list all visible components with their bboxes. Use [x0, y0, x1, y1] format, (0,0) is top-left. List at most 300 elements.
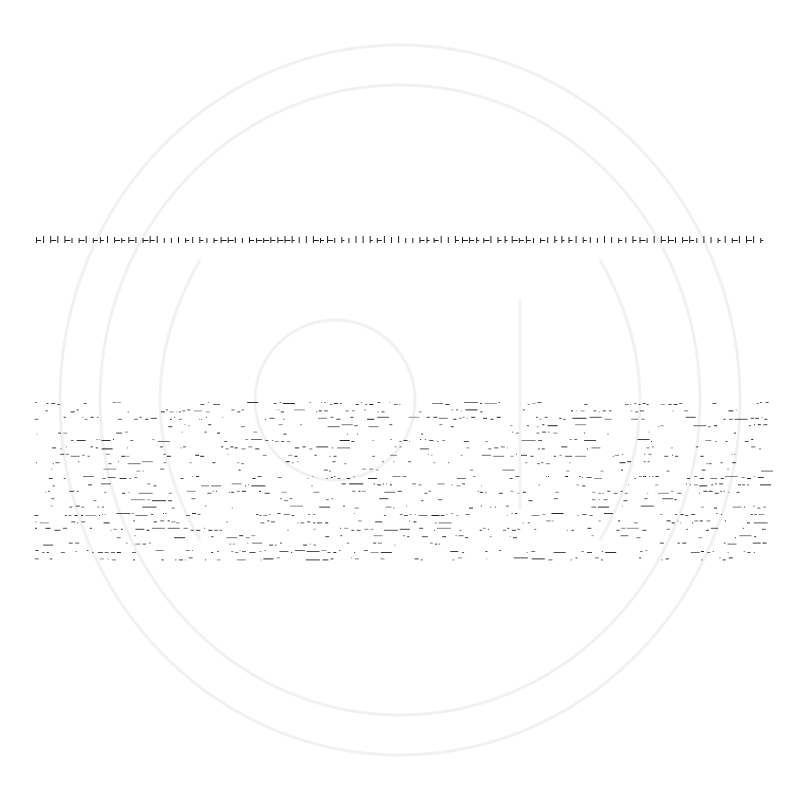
texture-dash [727, 469, 729, 470]
texture-dash [658, 493, 669, 494]
texture-dash [570, 439, 572, 440]
texture-dash [421, 434, 423, 435]
tick-base [555, 240, 557, 241]
texture-dash [207, 493, 211, 494]
texture-dash [744, 507, 745, 508]
texture-dash [623, 500, 627, 501]
tick-mark [228, 237, 229, 243]
tick-base [94, 240, 98, 241]
texture-dash [754, 552, 755, 553]
texture-dash [354, 552, 355, 553]
texture-dash [88, 484, 92, 485]
texture-dash [358, 520, 362, 521]
tick-base [428, 240, 430, 241]
texture-dash [643, 476, 646, 477]
texture-dash [252, 543, 262, 544]
texture-dash [554, 552, 566, 553]
texture-dash [546, 463, 550, 464]
tick-mark [164, 238, 165, 243]
tick-mark [483, 238, 484, 243]
texture-dash [117, 537, 121, 538]
texture-dash [251, 485, 265, 486]
texture-dash [755, 418, 759, 419]
tick-base [470, 240, 474, 241]
texture-dash [694, 520, 698, 521]
tick-mark [64, 236, 65, 243]
tick-mark [348, 238, 349, 243]
texture-dash [334, 456, 337, 457]
texture-dash [149, 543, 151, 544]
texture-dash [503, 470, 515, 471]
texture-dash [328, 426, 340, 427]
texture-dash [310, 402, 311, 403]
texture-dash [516, 454, 517, 455]
texture-dash [169, 493, 172, 494]
texture-dash [700, 520, 703, 521]
texture-dash [532, 558, 545, 559]
texture-dash [196, 530, 200, 531]
tick-mark [405, 238, 406, 243]
texture-dash [604, 513, 613, 514]
texture-dash [728, 492, 729, 493]
tick-mark [448, 237, 449, 243]
texture-dash [661, 404, 665, 405]
tick-mark [476, 237, 477, 243]
texture-dash [430, 543, 433, 544]
texture-dash [104, 522, 110, 523]
texture-dash [490, 507, 491, 508]
texture-dash [641, 506, 654, 507]
texture-dash [605, 419, 612, 420]
texture-dash [754, 476, 755, 477]
texture-dash [481, 485, 482, 486]
texture-dash [642, 530, 646, 531]
texture-dash [369, 426, 379, 427]
texture-dash [204, 528, 205, 529]
texture-dash [51, 498, 54, 499]
texture-dash [747, 522, 750, 523]
texture-dash [281, 411, 284, 412]
texture-dash [754, 536, 756, 537]
texture-dash [71, 440, 74, 441]
texture-dash [147, 483, 150, 484]
texture-dash [488, 448, 491, 449]
tick-mark [746, 236, 747, 243]
texture-dash [383, 483, 384, 484]
tick-base [101, 240, 104, 241]
texture-dash [314, 529, 316, 530]
texture-dash [757, 508, 760, 509]
texture-dash [758, 424, 761, 425]
tick-mark [86, 236, 87, 243]
texture-dash [751, 439, 753, 440]
texture-dash [438, 483, 445, 484]
texture-dash [166, 409, 168, 410]
tick-mark [249, 237, 250, 243]
texture-dash [133, 520, 135, 521]
texture-dash [421, 500, 423, 501]
texture-dash [582, 551, 584, 552]
texture-dash [164, 454, 166, 455]
texture-dash [591, 507, 596, 508]
texture-dash [241, 426, 245, 427]
texture-dash [172, 508, 175, 509]
texture-dash [591, 447, 600, 448]
texture-dash [725, 476, 738, 477]
texture-dash [143, 544, 146, 545]
texture-dash [160, 469, 164, 470]
texture-dash [69, 507, 72, 508]
texture-dash [36, 462, 37, 463]
texture-dash [226, 448, 229, 449]
texture-dash [316, 446, 328, 447]
texture-dash [367, 419, 374, 420]
texture-dash [458, 557, 462, 558]
texture-dash [313, 514, 315, 515]
texture-dash [480, 411, 482, 412]
texture-dash [329, 471, 331, 472]
tick-mark [490, 236, 491, 243]
texture-dash [235, 552, 238, 553]
texture-dash [292, 515, 294, 516]
texture-dash [212, 462, 215, 463]
tick-mark [235, 237, 236, 243]
texture-dash [281, 441, 284, 442]
texture-dash [464, 441, 469, 442]
texture-dash [205, 432, 207, 433]
tick-base [314, 240, 319, 241]
texture-dash [145, 419, 148, 420]
texture-dash [675, 456, 678, 457]
texture-dash [640, 410, 644, 411]
texture-dash [760, 402, 762, 403]
tick-mark [263, 238, 264, 243]
texture-dash [532, 515, 540, 516]
texture-dash [404, 515, 408, 516]
texture-dash [35, 558, 39, 559]
texture-dash [429, 440, 433, 441]
texture-dash [347, 478, 350, 479]
texture-dash [528, 404, 530, 405]
texture-dash [448, 462, 449, 463]
texture-dash [390, 455, 397, 456]
texture-dash [602, 551, 603, 552]
texture-dash [272, 440, 273, 441]
texture-dash [660, 543, 664, 544]
texture-dash [461, 455, 463, 456]
texture-dash [306, 559, 320, 560]
texture-dash [395, 545, 396, 546]
texture-dash [71, 411, 75, 412]
tick-mark [121, 238, 122, 243]
texture-dash [400, 514, 403, 515]
texture-dash [108, 558, 109, 559]
texture-dash [630, 404, 631, 405]
texture-dash [622, 454, 623, 455]
texture-dash [382, 411, 385, 412]
texture-dash [64, 417, 66, 418]
texture-dash [457, 478, 466, 479]
texture-dash [334, 476, 335, 477]
texture-dash [294, 409, 305, 410]
texture-dash [691, 514, 695, 515]
tick-mark [306, 236, 307, 243]
texture-dash [340, 440, 350, 441]
texture-dash [471, 417, 475, 418]
texture-dash [763, 424, 767, 425]
texture-dash [666, 558, 669, 559]
tick-mark [143, 238, 144, 243]
texture-dash [517, 529, 520, 530]
texture-dash [399, 441, 401, 442]
texture-dash [763, 543, 767, 544]
tick-mark [505, 236, 506, 243]
texture-dash [536, 417, 538, 418]
texture-dash [576, 557, 578, 558]
texture-dash [91, 417, 94, 418]
tick-base [278, 240, 283, 241]
texture-dash [274, 403, 277, 404]
texture-dash [422, 536, 428, 537]
texture-dash [456, 515, 458, 516]
texture-dash [501, 446, 505, 447]
texture-dash [705, 440, 711, 441]
texture-dash [283, 403, 295, 404]
texture-dash [431, 515, 439, 516]
texture-dash [113, 402, 116, 403]
texture-dash [43, 545, 53, 546]
texture-dash [162, 559, 164, 560]
texture-dash [282, 492, 287, 493]
texture-dash [136, 471, 140, 472]
texture-dash [344, 528, 348, 529]
texture-dash [136, 515, 148, 516]
texture-dash [362, 491, 366, 492]
texture-dash [35, 419, 39, 420]
texture-dash [373, 483, 375, 484]
texture-dash [142, 461, 153, 462]
texture-dash [766, 402, 769, 403]
texture-dash [461, 410, 462, 411]
texture-dash [649, 454, 652, 455]
tick-base [222, 240, 227, 241]
texture-dash [105, 514, 106, 515]
texture-dash [179, 411, 181, 412]
texture-dash [384, 492, 395, 493]
texture-dash [707, 520, 711, 521]
texture-dash [604, 499, 608, 500]
texture-dash [105, 552, 109, 553]
texture-dash [747, 484, 749, 485]
texture-dash [251, 439, 262, 440]
texture-dash [735, 419, 748, 420]
tick-mark [135, 237, 136, 243]
texture-dash [331, 417, 334, 418]
texture-dash [356, 404, 359, 405]
texture-dash [506, 506, 509, 507]
texture-dash [242, 409, 244, 410]
texture-dash [687, 478, 690, 479]
texture-dash [724, 543, 726, 544]
texture-dash [587, 477, 592, 478]
texture-dash [103, 469, 116, 470]
texture-dash [445, 404, 449, 405]
tick-mark [689, 236, 690, 243]
texture-dash [572, 530, 574, 531]
texture-dash [424, 493, 427, 494]
tick-mark [384, 236, 385, 243]
texture-dash [515, 513, 517, 514]
texture-dash [104, 492, 106, 493]
texture-dash [369, 469, 373, 470]
texture-dash [704, 491, 708, 492]
texture-dash [582, 485, 585, 486]
texture-dash [627, 461, 631, 462]
texture-dash [692, 522, 693, 523]
texture-dash [378, 543, 382, 544]
texture-dash [593, 410, 596, 411]
texture-dash [201, 485, 209, 486]
tick-base [51, 240, 56, 241]
texture-dash [605, 552, 616, 553]
texture-dash [408, 461, 411, 462]
texture-dash [680, 522, 681, 523]
texture-dash [184, 528, 188, 529]
tick-mark [590, 237, 591, 243]
texture-dash [295, 456, 298, 457]
texture-dash [354, 476, 355, 477]
texture-dash [82, 417, 83, 418]
texture-dash [720, 557, 721, 558]
texture-dash [613, 456, 614, 457]
texture-dash [334, 403, 338, 404]
texture-dash [163, 462, 166, 463]
texture-dash [102, 448, 113, 449]
tick-mark [72, 238, 73, 243]
texture-dash [260, 515, 262, 516]
texture-dash [364, 550, 368, 551]
texture-dash [463, 417, 465, 418]
texture-dash [754, 522, 768, 523]
texture-dash [235, 447, 238, 448]
texture-dash [291, 552, 292, 553]
texture-dash [151, 514, 153, 515]
texture-dash [260, 551, 262, 552]
texture-dash [662, 498, 673, 499]
texture-dash [342, 424, 353, 425]
texture-dash [581, 410, 585, 411]
texture-dash [719, 483, 723, 484]
texture-dash [75, 543, 79, 544]
texture-dash [709, 491, 713, 492]
texture-dash [390, 484, 392, 485]
texture-dash [49, 478, 53, 479]
tick-base [506, 240, 508, 241]
tick-mark [206, 238, 207, 243]
tick-mark [313, 236, 314, 243]
texture-dash [269, 418, 274, 419]
texture-dash [728, 552, 729, 553]
texture-dash [574, 439, 577, 440]
texture-dash [347, 434, 348, 435]
texture-dash [587, 528, 591, 529]
texture-dash [295, 447, 299, 448]
texture-dash [429, 491, 431, 492]
texture-dash [708, 426, 710, 427]
texture-dash [399, 404, 400, 405]
texture-dash [378, 411, 379, 412]
texture-dash [563, 419, 566, 420]
texture-dash [237, 491, 240, 492]
texture-dash [226, 537, 237, 538]
texture-dash [151, 418, 157, 419]
texture-dash [260, 522, 264, 523]
texture-dash [247, 402, 258, 403]
texture-dash [319, 507, 330, 508]
texture-dash [129, 478, 131, 479]
texture-dash [431, 455, 432, 456]
texture-dash [421, 559, 423, 560]
texture-dash [456, 535, 457, 536]
texture-dash [548, 476, 549, 477]
tick-base [65, 240, 70, 241]
texture-dash [446, 514, 447, 515]
texture-dash [99, 515, 100, 516]
texture-dash [599, 411, 600, 412]
texture-dash [542, 448, 545, 449]
texture-dash [507, 528, 509, 529]
texture-dash [255, 448, 259, 449]
texture-dash [346, 410, 349, 411]
tick-base [619, 240, 622, 241]
texture-dash [664, 456, 668, 457]
texture-dash [314, 545, 316, 546]
texture-dash [192, 476, 193, 477]
texture-dash [284, 514, 290, 515]
texture-dash [682, 543, 686, 544]
texture-dash [374, 535, 383, 536]
texture-dash [655, 484, 658, 485]
texture-dash [35, 528, 37, 529]
texture-dash [415, 514, 416, 515]
texture-dash [521, 455, 527, 456]
texture-dash [452, 409, 454, 410]
texture-dash [630, 410, 632, 411]
texture-dash [525, 462, 527, 463]
texture-dash [459, 535, 464, 536]
tick-mark [682, 237, 683, 243]
texture-dash [517, 493, 519, 494]
texture-dash [669, 404, 672, 405]
texture-dash [217, 559, 221, 560]
texture-dash [139, 493, 153, 494]
texture-dash [213, 404, 220, 405]
texture-dash [696, 446, 698, 447]
texture-dash [36, 550, 39, 551]
texture-dash [538, 448, 540, 449]
texture-dash [126, 456, 129, 457]
texture-dash [425, 439, 426, 440]
texture-dash [635, 411, 638, 412]
texture-dash [715, 441, 716, 442]
texture-dash [744, 551, 745, 552]
texture-dash [365, 404, 367, 405]
texture-dash [594, 478, 602, 479]
tick-base [520, 240, 524, 241]
texture-dash [759, 514, 765, 515]
texture-dash [707, 552, 710, 553]
texture-dash [318, 418, 327, 419]
